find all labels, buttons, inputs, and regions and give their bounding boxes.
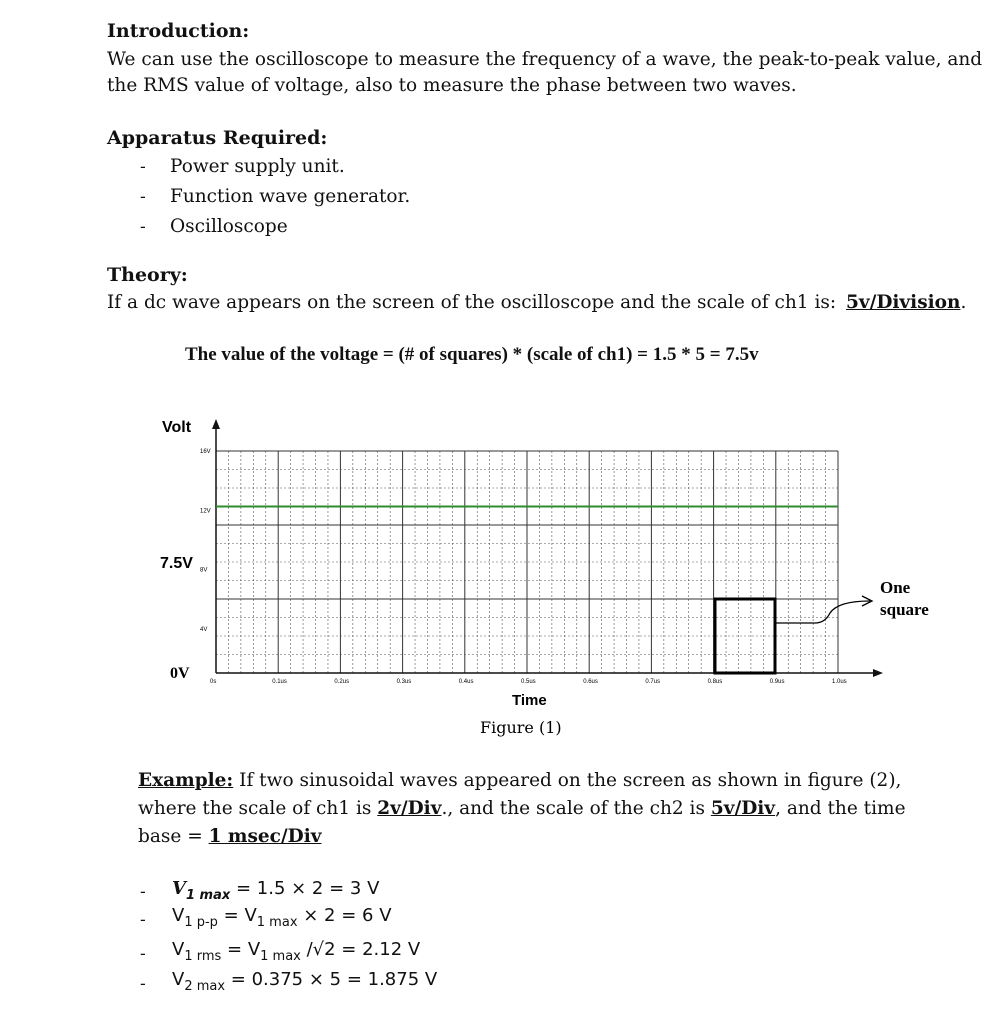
example-text-2a: where the scale of ch1 is (138, 798, 378, 819)
sub: 1 max (185, 888, 231, 903)
apparatus-item: Power supply unit. (170, 156, 345, 177)
sub: 1 rms (184, 949, 222, 964)
rest: = 1.5 × 2 = 3 V (230, 878, 380, 899)
var-v: V (172, 939, 185, 960)
figure-1-caption: Figure (1) (480, 718, 562, 737)
faint-x-tick: 0.8us (707, 679, 723, 685)
faint-y-tick: 8V (200, 567, 208, 574)
apparatus-item: Function wave generator. (170, 186, 411, 207)
example-label: Example: (138, 770, 234, 791)
apparatus-heading: Apparatus Required: (107, 127, 328, 149)
example-text-2c: , and the time (775, 798, 906, 819)
example-text-3a: base = (138, 826, 209, 847)
annotation-square: square (880, 600, 929, 619)
bullet: - (140, 217, 146, 237)
faint-tick-labels (200, 449, 847, 685)
rest: = 0.375 × 5 = 1.875 V (225, 969, 438, 990)
faint-x-tick: 0.2us (334, 679, 350, 685)
faint-y-tick: 12V (200, 508, 211, 515)
example-text-1: If two sinusoidal waves appeared on the screen as shown in figure (2), (233, 770, 902, 791)
mid: = V (217, 905, 257, 926)
theory-text: If a dc wave appears on the screen of the oscilloscope and the scale of ch1 is: (107, 292, 837, 313)
y-axis-arrowhead (212, 419, 220, 429)
var-v: V (172, 969, 185, 990)
annotation-arrow (775, 601, 870, 623)
sub2: 1 max (260, 949, 301, 964)
annotation-one: One (880, 578, 911, 597)
mid: = V (221, 939, 261, 960)
faint-x-tick: 0.1us (272, 679, 287, 685)
apparatus-item: Oscilloscope (170, 216, 288, 237)
result-v1-max (172, 878, 379, 903)
faint-y-tick: 16V (200, 449, 211, 455)
x-axis-arrowhead (873, 669, 883, 677)
bullet: - (140, 974, 146, 994)
faint-x-tick: 1.0us (832, 679, 847, 685)
faint-x-tick: 0.4us (458, 679, 474, 685)
sub: 2 max (184, 979, 226, 994)
x-axis-label: Time (512, 692, 547, 709)
rest: /√2 = 2.12 V (300, 939, 421, 960)
faint-x-tick: 0.3us (396, 679, 412, 685)
level-7-5v-label: 7.5V (160, 555, 193, 572)
ch2-scale: 5v/Div (710, 798, 776, 819)
theory-text-line (107, 289, 966, 316)
faint-x-tick: 0.5us (521, 679, 536, 685)
result-v1-rms (172, 939, 420, 964)
result-v1-pp (172, 905, 392, 930)
bullet: - (140, 187, 146, 207)
faint-x-tick: 0.9us (769, 679, 785, 685)
result-v2-max (172, 969, 437, 994)
faint-y-tick: 4V (200, 626, 208, 633)
y-axis-label: Volt (162, 419, 192, 436)
faint-x-tick: 0s (210, 679, 217, 685)
theory-scale: 5v/Division (845, 292, 961, 313)
ch1-scale: 2v/Div (377, 798, 442, 819)
example-text-2b: ., and the scale of the ch2 is (441, 798, 711, 819)
timebase: 1 msec/Div (208, 826, 322, 847)
var-v: V (172, 905, 185, 926)
voltage-equation: The value of the voltage = (# of squares) * (scale of ch1) = 1.5 * 5 = 7.5v (185, 344, 759, 365)
figure-1-oscilloscope-plot (150, 405, 950, 745)
var-v: V (172, 878, 186, 899)
bullet: - (140, 910, 146, 930)
example-line-1 (138, 767, 901, 794)
faint-x-tick: 0.7us (645, 679, 661, 685)
bullet: - (140, 944, 146, 964)
sub2: 1 max (256, 915, 298, 930)
intro-line-2: the RMS value of voltage, also to measure the phase between two waves. (107, 75, 797, 96)
bullet: - (140, 157, 146, 177)
level-0v-label: 0V (170, 665, 190, 682)
faint-x-tick: 0.6us (583, 679, 598, 685)
intro-heading: Introduction: (107, 20, 250, 42)
example-line-3 (138, 823, 322, 850)
intro-line-1: We can use the oscilloscope to measure the frequency of a wave, the peak-to-peak value, and (107, 49, 983, 70)
rest: × 2 = 6 V (297, 905, 392, 926)
example-line-2 (138, 795, 906, 822)
theory-period: . (960, 292, 967, 313)
theory-heading: Theory: (107, 264, 188, 286)
sub: 1 p-p (184, 915, 218, 930)
bullet: - (140, 882, 146, 902)
